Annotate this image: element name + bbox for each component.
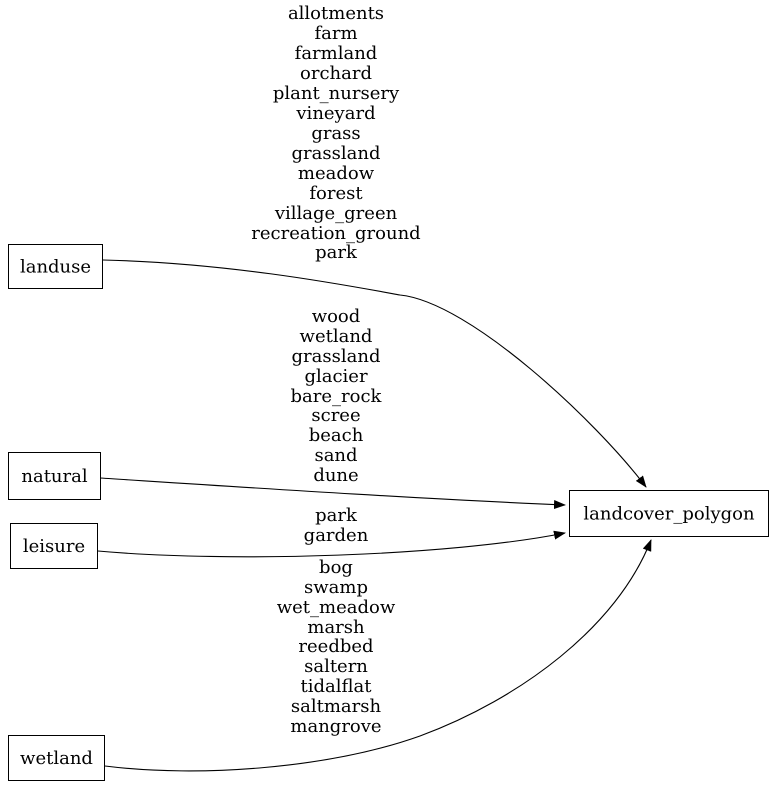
edge-label-line: grassland <box>291 346 381 367</box>
edge-label-line: allotments <box>287 3 385 24</box>
edges <box>98 260 651 771</box>
edge-label-line: village_green <box>274 203 398 224</box>
edge-label-line: mangrove <box>290 716 382 737</box>
edge-label-line: sand <box>314 445 358 466</box>
edge-label-line: grassland <box>291 143 381 164</box>
node-natural <box>9 453 101 500</box>
edge-label-line: grass <box>311 123 361 144</box>
edge-label-line: farmland <box>294 43 378 64</box>
node-wetland-label: wetland <box>20 748 93 769</box>
edge-label-line: recreation_ground <box>251 223 421 244</box>
node-leisure <box>11 524 98 569</box>
edge-label-line: plant_nursery <box>272 83 400 104</box>
edge-label-line: farm <box>314 23 358 44</box>
edge-label-line: wetland <box>299 326 373 347</box>
edge-label-line: bog <box>319 557 353 578</box>
edge-label-line: dune <box>313 465 359 486</box>
edge-label-line: swamp <box>304 577 368 598</box>
node-wetland <box>9 736 105 781</box>
edge-label-line: meadow <box>297 163 375 184</box>
node-natural-label: natural <box>21 466 88 487</box>
edge-label-line: forest <box>309 183 363 204</box>
edge-label-line: orchard <box>300 63 372 84</box>
edge-label-line: wood <box>311 306 361 327</box>
edge-label-line: wet_meadow <box>276 597 396 618</box>
edge-labels-leisure <box>304 505 369 546</box>
edge-label-line: marsh <box>307 617 365 638</box>
node-landcover_polygon-label: landcover_polygon <box>583 503 755 525</box>
edge-label-line: glacier <box>304 366 368 387</box>
edge-label-line: park <box>315 242 357 263</box>
node-landcover_polygon <box>570 491 769 537</box>
edge-label-line: beach <box>308 425 364 446</box>
edge-label-line: reedbed <box>298 636 374 657</box>
edge-labels-landuse <box>251 3 420 263</box>
edge-labels-natural <box>291 306 383 486</box>
edge-label-line: scree <box>311 405 361 426</box>
edge-landuse-to-landcover_polygon <box>103 260 646 487</box>
node-landuse-label: landuse <box>19 256 92 278</box>
node-landuse <box>9 245 103 289</box>
edge-label-line: tidalflat <box>300 676 372 697</box>
edge-labels-wetland <box>277 557 396 737</box>
edge-label-line: park <box>315 505 357 526</box>
edge-label-line: bare_rock <box>290 386 382 407</box>
edge-label-line: vineyard <box>296 103 376 124</box>
edge-label-line: garden <box>303 525 369 546</box>
edge-label-line: saltern <box>304 656 368 677</box>
node-leisure-label: leisure <box>22 536 86 557</box>
edge-label-line: saltmarsh <box>290 696 382 717</box>
